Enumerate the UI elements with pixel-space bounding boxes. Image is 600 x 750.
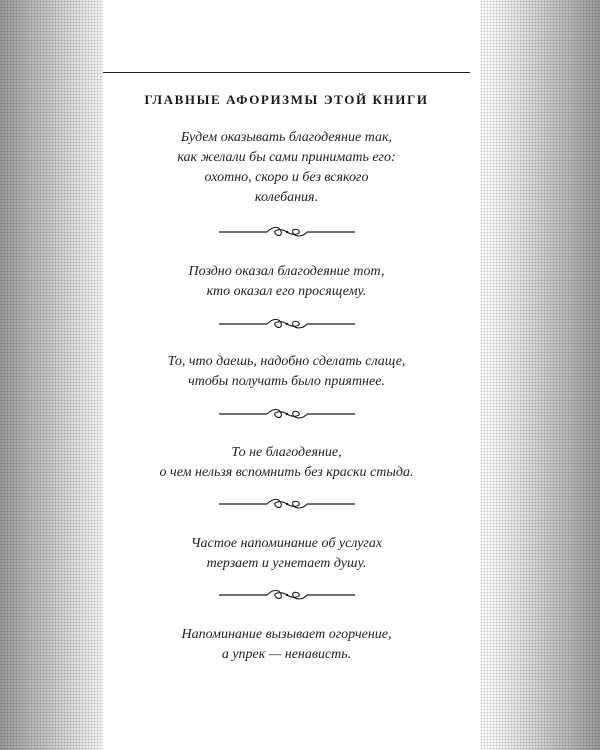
aphorism-3 [103,352,470,392]
aphorism-line: чтобы получать было приятнее. [188,374,385,389]
aphorism-line: То не благодеяние, [231,445,342,460]
page-title: ГЛАВНЫЕ АФОРИЗМЫ ЭТОЙ КНИГИ [144,92,429,107]
aphorism-4 [103,443,470,483]
top-rule [103,72,470,73]
aphorism-line: Частое напоминание об услугах [190,536,383,551]
ornament-divider [219,314,355,334]
aphorism-1 [103,128,470,208]
page-content [103,0,470,750]
aphorism-2 [103,262,470,302]
right-page-edge-shading [480,0,600,750]
aphorism-line: колебания. [254,190,319,205]
ornament-divider [219,222,355,242]
aphorism-line: а упрек — ненависть. [221,647,352,662]
aphorism-line: о чем нельзя вспомнить без краски стыда. [159,465,414,480]
aphorism-line: Будем оказывать благодеяние так, [180,130,393,145]
aphorism-line: кто оказал его просящему. [206,284,367,299]
aphorism-line: Поздно оказал благодеяние тот, [188,264,385,279]
aphorism-line: терзает и угнетает душу. [206,556,367,571]
left-page-edge-shading [0,0,120,750]
aphorism-line: Напоминание вызывает огорчение, [181,627,392,642]
ornament-divider [219,494,355,514]
ornament-divider [219,404,355,424]
aphorism-line: охотно, скоро и без всякого [204,170,369,185]
ornament-divider [219,585,355,605]
aphorism-6 [103,625,470,665]
aphorism-line: как желали бы сами принимать его: [177,150,396,165]
aphorism-line: То, что даешь, надобно сделать слаще, [167,354,406,369]
aphorism-5 [103,534,470,574]
